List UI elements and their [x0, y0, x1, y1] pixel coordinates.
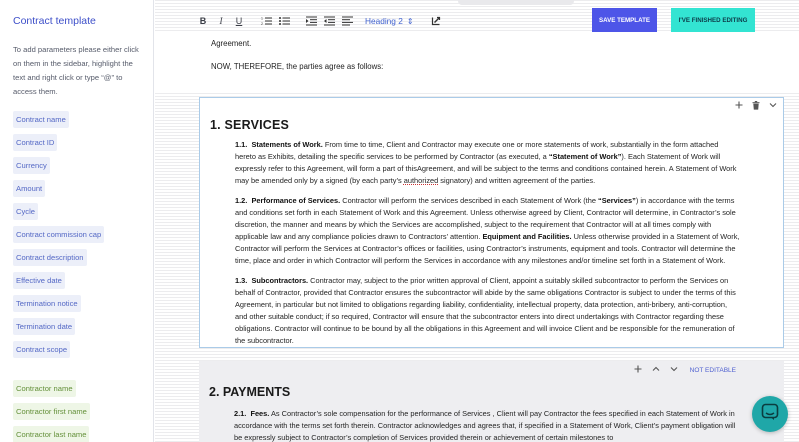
finished-editing-button[interactable]: I'VE FINISHED EDITING: [671, 8, 755, 32]
clause-1-3: [235, 275, 741, 347]
param-chip-contract-id[interactable]: Contract ID: [13, 134, 57, 151]
param-chip-termination-date[interactable]: Termination date: [13, 318, 75, 335]
ordered-list-icon[interactable]: [258, 13, 274, 29]
clause-text: signatory) and written agreement of the parties.: [438, 176, 596, 185]
clause-title: Subcontractors.: [251, 276, 309, 285]
param-chip-commission-cap[interactable]: Contract commission cap: [13, 226, 104, 243]
chevron-up-icon[interactable]: [652, 365, 660, 375]
clause-text: ) in accordance with the terms and conditions set forth in each Statement of Work and this Agreement. Unless otherwise agreed by Client, Contractor will determine, in Contractor’s sole discretion, the manner and means by which the Services are accomplished, subject to the requirement that Contractor will at all times comply with applicable law and any compliance policies drawn to Contractors’ attention.: [235, 196, 736, 241]
chevron-down-icon[interactable]: [670, 365, 678, 375]
save-template-button[interactable]: SAVE TEMPLATE: [592, 8, 657, 32]
updown-caret-icon: ⇕: [406, 16, 414, 26]
spellcheck-word: authorized: [403, 176, 439, 185]
param-chip-contract-scope[interactable]: Contract scope: [13, 341, 70, 358]
chat-icon: [761, 403, 779, 426]
section-card-payments[interactable]: [199, 361, 784, 442]
param-chip-contractor-last-name[interactable]: Contractor last name: [13, 426, 89, 442]
param-chip-contract-description[interactable]: Contract description: [13, 249, 87, 266]
clause-subtitle: Equipment and Facilities.: [482, 232, 572, 241]
clause-title: Fees.: [250, 409, 270, 418]
top-drag-tab[interactable]: [458, 0, 574, 5]
preamble-line: Agreement.: [211, 39, 252, 48]
add-icon[interactable]: [735, 101, 743, 112]
heading-select[interactable]: [365, 16, 414, 26]
param-chip-termination-notice[interactable]: Termination notice: [13, 295, 81, 312]
bullet-list-icon[interactable]: [276, 13, 292, 29]
clause-number: 1.1.: [235, 140, 248, 149]
sidebar-title: Contract template: [13, 15, 96, 27]
clause-number: 1.2.: [235, 196, 248, 205]
preamble-block[interactable]: [155, 33, 799, 91]
section-card-services[interactable]: [199, 97, 784, 348]
clause-list: [235, 139, 741, 355]
bold-button[interactable]: B: [199, 16, 207, 26]
contract-param-list: [13, 111, 140, 358]
clause-title: Performance of Services.: [251, 196, 341, 205]
preamble-line: NOW, THEREFORE, the parties agree as follows:: [211, 62, 384, 71]
clause-term: “Statement of Work”: [548, 152, 622, 161]
align-icon[interactable]: [339, 13, 355, 29]
clear-format-icon[interactable]: [428, 13, 444, 29]
param-chip-contractor-first-name[interactable]: Contractor first name: [13, 403, 90, 420]
clause-text: From time to time, Client and Contractor may execute one or more statements of work, substantially in the form attached hereto as Exhibits, detailing the specific services to be performed by Contractor (as executed, a: [235, 140, 719, 161]
clause-number: 2.1.: [234, 409, 247, 418]
heading-select-value: Heading 2: [365, 16, 403, 26]
param-chip-amount[interactable]: Amount: [13, 180, 45, 197]
clause-2-1: [234, 408, 740, 442]
outdent-icon[interactable]: [321, 13, 337, 29]
param-chip-effective-date[interactable]: Effective date: [13, 272, 65, 289]
editor-area: [155, 0, 799, 442]
parameters-sidebar: [0, 0, 154, 442]
add-icon[interactable]: [634, 365, 642, 375]
svg-text:1: 1: [260, 16, 263, 21]
section-heading: 1. SERVICES: [210, 118, 290, 132]
clause-text: Contractor may, subject to the prior written approval of Client, appoint a suitably skilled subcontractor to perform the Services on behalf of Contractor, provided that Contractor ensures the subcontractor will abide by the same obligations Contractor is subject to under the terms of this Agreement, in particular but not limited to obligations regarding liability, confidentiality, intellectual property, data protection, anti-bribery, anti-corruption, and other suitable conduct; if so required, Contractor will ensure that the subcontractor enters into direct undertakings with Contractor regarding these obligations. Contractor will continue to be bound by all the obligations in this Agreement and will invoice Client and be responsible for the remuneration of the subcontractor.: [235, 276, 736, 345]
sidebar-help-text: To add parameters please either click on them in the sidebar, highlight the text and right click or type “@” to access them.: [13, 45, 139, 96]
section-card-tools: [634, 365, 736, 375]
underline-button[interactable]: U: [235, 16, 243, 26]
clause-text: As Contractor’s sole compensation for the performance of Services , Client will pay Contractor the fees specified in each Statement of Work in accordance with the terms set forth therein. Contractor acknowledges and agrees that, if specified in a Statement of Work, Client’s payment obligation will be expressly subject to Contractor’s completion of Services provided therein or achievement of certain milestones to: [234, 409, 736, 442]
clause-1-1: [235, 139, 741, 187]
trash-icon[interactable]: [752, 101, 760, 112]
format-toolbar: [195, 10, 446, 32]
clause-number: 1.3.: [235, 276, 248, 285]
param-chip-contractor-name[interactable]: Contractor name: [13, 380, 76, 397]
not-editable-badge: NOT EDITABLE: [689, 366, 736, 374]
chevron-down-icon[interactable]: [769, 101, 777, 112]
svg-text:2: 2: [260, 22, 263, 26]
clause-title: Statements of Work.: [251, 140, 323, 149]
clause-term: “Services”: [598, 196, 636, 205]
clause-text: Unless otherwise provided in a Statement of Work, Contractor will perform the Services at Contractor’s offices or facilities, using Contractor’s instruments, equipment and tools. Contractor will determine the time, place and order in which Contractor will perform the Services in accordance with any milestones and/or timeline set forth in a Statement of Work.: [235, 232, 740, 265]
contractor-param-list: [13, 380, 140, 442]
sidebar-separator: [13, 364, 140, 380]
section-card-tools: [735, 101, 777, 112]
clause-text: ). Each Statement of Work will expressly refer to this Agreement, will form a part of thisAgreement, and will be subject to the terms and conditions contained herein. A Statement of Work may be amended only by a signed (by each party’s: [235, 152, 737, 185]
param-chip-currency[interactable]: Currency: [13, 157, 50, 174]
clause-list: [234, 408, 740, 442]
section-heading: 2. PAYMENTS: [209, 385, 291, 399]
chat-launcher-button[interactable]: [752, 396, 788, 432]
clause-text: Contractor will perform the services described in each Statement of Work (the: [340, 196, 598, 205]
indent-icon[interactable]: [303, 13, 319, 29]
italic-button[interactable]: I: [219, 16, 223, 26]
param-chip-cycle[interactable]: Cycle: [13, 203, 38, 220]
clause-1-2: [235, 195, 741, 267]
param-chip-contract-name[interactable]: Contract name: [13, 111, 69, 128]
